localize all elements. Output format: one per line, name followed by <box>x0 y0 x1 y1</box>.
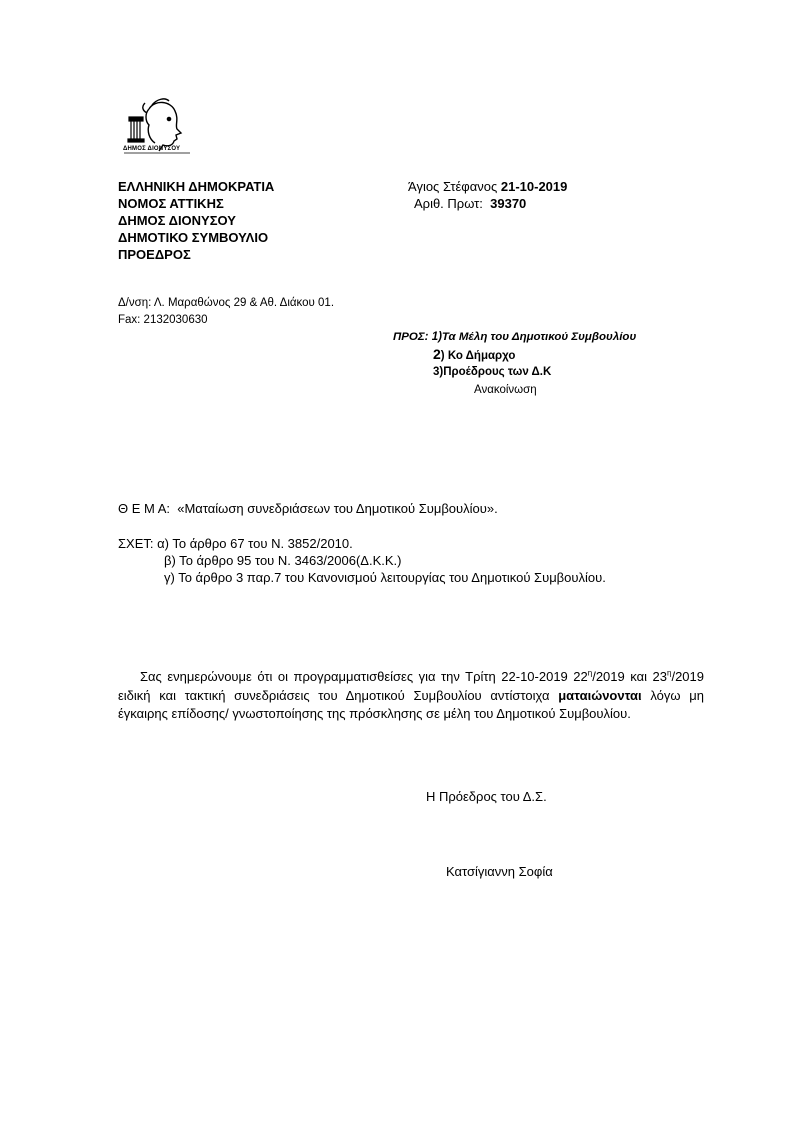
subject-text: «Ματαίωση συνεδριάσεων του Δημοτικού Συμβουλίου». <box>177 501 498 516</box>
place-date <box>408 178 567 195</box>
body-text-1: Σας ενημερώνουμε ότι οι προγραμματισθείσες για την Τρίτη 22-10-2019 22 <box>140 669 588 684</box>
subject <box>118 501 498 516</box>
subject-label: Θ Ε Μ Α: <box>118 501 171 516</box>
address: Δ/νση: Λ. Μαραθώνος 29 & Αθ. Διάκου 01. <box>118 297 335 309</box>
logo-caption: ΔΗΜΟΣ ΔΙΟΝΥΣΟΥ <box>123 146 181 152</box>
references-label: ΣΧΕΤ: <box>118 536 154 551</box>
body-sup-2: η <box>667 668 672 678</box>
recipient-mayor <box>433 347 515 364</box>
reference-b: β) Το άρθρο 95 του Ν. 3463/2006(Δ.Κ.Κ.) <box>164 553 402 568</box>
body-text-3: /2019 ειδική και τακτική συνεδριάσεις του Δημοτικού Συμβουλίου αντίστοιχα <box>118 669 704 703</box>
column-icon <box>128 117 144 142</box>
recipient-community-presidents: 3)Προέδρους των Δ.Κ <box>433 366 552 378</box>
recipient-1: 1)Τα Μέλη του Δημοτικού Συμβουλίου <box>431 331 637 343</box>
protocol-label: Αριθ. Πρωτ: <box>414 196 483 211</box>
head-icon <box>143 99 181 151</box>
signature-name: Κατσίγιαννη Σοφία <box>446 864 553 879</box>
sender-line-municipality: ΔΗΜΟΣ ΔΙΟΝΥΣΟΥ <box>118 213 236 228</box>
body-text-2: /2019 και 23 <box>592 669 667 684</box>
protocol-number <box>414 195 526 212</box>
sender-line-president: ΠΡΟΕΔΡΟΣ <box>118 247 191 262</box>
signature-title: Η Πρόεδρος του Δ.Σ. <box>426 789 547 804</box>
fax: Fax: 2132030630 <box>118 314 208 326</box>
body-sup-1: η <box>587 668 593 678</box>
sender-line-council: ΔΗΜΟΤΙΚΟ ΣΥΜΒΟΥΛΙΟ <box>118 230 269 245</box>
sender-line-republic: ΕΛΛΗΝΙΚΗ ΔΗΜΟΚΡΑΤΙΑ <box>118 179 275 194</box>
recipient-2-number: 2 <box>433 346 441 362</box>
date: 21-10-2019 <box>500 179 568 194</box>
recipient-2: ) Κο Δήμαρχο <box>440 350 516 362</box>
body-text-4: λόγω μη έγκαιρης επίδοσης/ γνωστοποίησης της πρόσκλησης σε μέλη του Δημοτικού Συμβουλίου. <box>118 687 704 721</box>
protocol-value: 39370 <box>490 196 527 211</box>
reference-a-text: α) Το άρθρο 67 του Ν. 3852/2010. <box>157 536 353 551</box>
body-bold-cancelled: ματαιώνονται <box>558 687 642 703</box>
sender-line-prefecture: ΝΟΜΟΣ ΑΤΤΙΚΗΣ <box>118 196 224 211</box>
place: Άγιος Στέφανος <box>408 179 498 194</box>
notice-label: Ανακοίνωση <box>474 384 537 396</box>
body-paragraph <box>118 668 704 724</box>
recipients-prefix: ΠΡΟΣ: <box>393 331 429 343</box>
reference-c: γ) Το άρθρο 3 παρ.7 του Κανονισμού λειτουργίας του Δημοτικού Συμβουλίου. <box>164 570 606 585</box>
recipient-members <box>393 330 636 345</box>
reference-a <box>118 536 353 551</box>
